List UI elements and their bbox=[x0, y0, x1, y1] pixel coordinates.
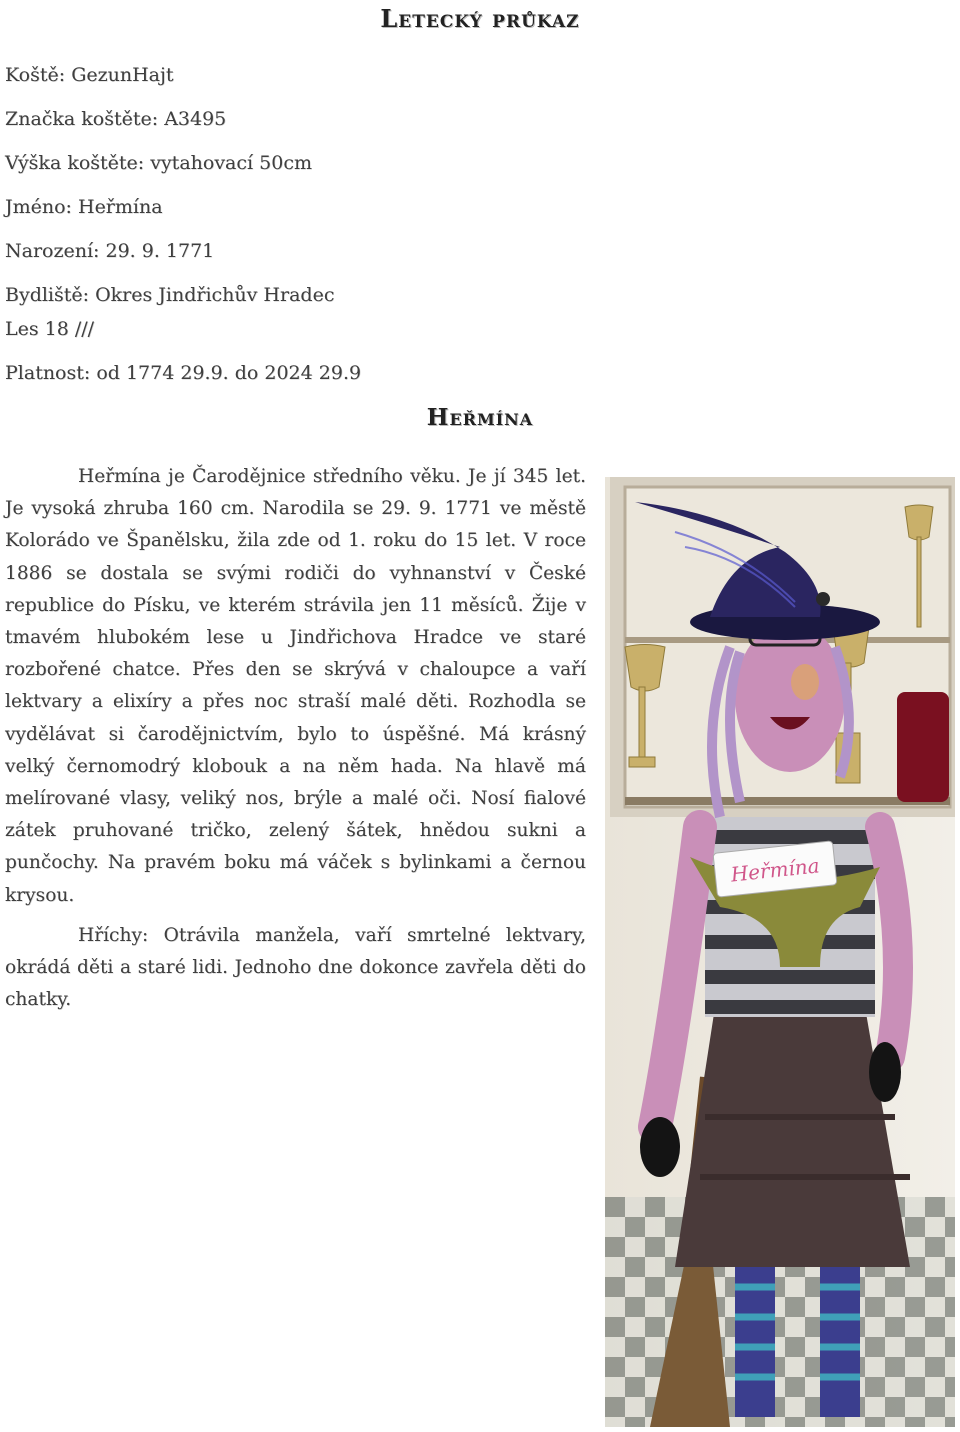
sins-text: Hříchy: Otrávila manžela, vaří smrtelné lektvary, okrádá děti a staré lidi. Jednoho dne dokonce zavřela děti do chatky. bbox=[5, 925, 586, 1011]
bio-text: Heřmína je Čarodějnice středního věku. Je jí 345 let. Je vysoká zhruba 160 cm. Narodila se 29. 9. 1771 ve městě Kolorádo ve Španělsku, žila zde od 1. roku do 15 let. V roce 1886 se dostala se svými rodiči do vyhnanství v České republice do Písku, ve kterém strávila jen 11 měsíců. Žije v tmavém hlubokém lese u Jindřichova Hradce ve staré rozbořené chatce. Přes den se skrývá v chaloupce a vaří lektvary a elixíry a přes noc straší malé děti. Rozhodla se vydělávat si čarodějnictvím, bylo to úspěšné. Má krásný velký černomodrý klobouk a na něm hada. Na hlavě má melírované vlasy, veliký nos, brýle a malé oči. Nosí fialové zátek pruhované tričko, zelený šátek, hnědou sukni a punčochy. Na pravém boku má váček s bylinkami a černou krysou. bbox=[5, 466, 586, 906]
license-broom-brand: Značka koštěte: A3495 bbox=[5, 108, 227, 130]
license-residence: Bydliště: Okres Jindřichův Hradec bbox=[5, 284, 335, 306]
license-broom: Koště: GezunHajt bbox=[5, 64, 174, 86]
right-arm bbox=[880, 827, 898, 1057]
license-fields bbox=[5, 58, 361, 400]
witch-photo bbox=[605, 477, 955, 1427]
section-heading: Heřmína bbox=[426, 404, 534, 431]
license-broom-height: Výška koštěte: vytahovací 50cm bbox=[5, 152, 312, 174]
license-validity: Platnost: od 1774 29.9. do 2024 29.9 bbox=[5, 362, 362, 384]
page-title: Letecký průkaz bbox=[380, 4, 580, 33]
witch-photo-illustration bbox=[605, 477, 955, 1427]
red-vase bbox=[897, 692, 949, 802]
bio-paragraph bbox=[5, 461, 586, 912]
license-name: Jméno: Heřmína bbox=[5, 196, 163, 218]
right-glove bbox=[869, 1042, 901, 1102]
sins-paragraph bbox=[5, 920, 586, 1017]
snake-icon bbox=[816, 592, 830, 606]
license-birth: Narození: 29. 9. 1771 bbox=[5, 240, 215, 262]
witch-nose bbox=[791, 664, 819, 700]
left-glove bbox=[640, 1117, 680, 1177]
license-address: Les 18 /// bbox=[5, 318, 95, 340]
name-tag-text: Heřmína bbox=[729, 853, 821, 887]
